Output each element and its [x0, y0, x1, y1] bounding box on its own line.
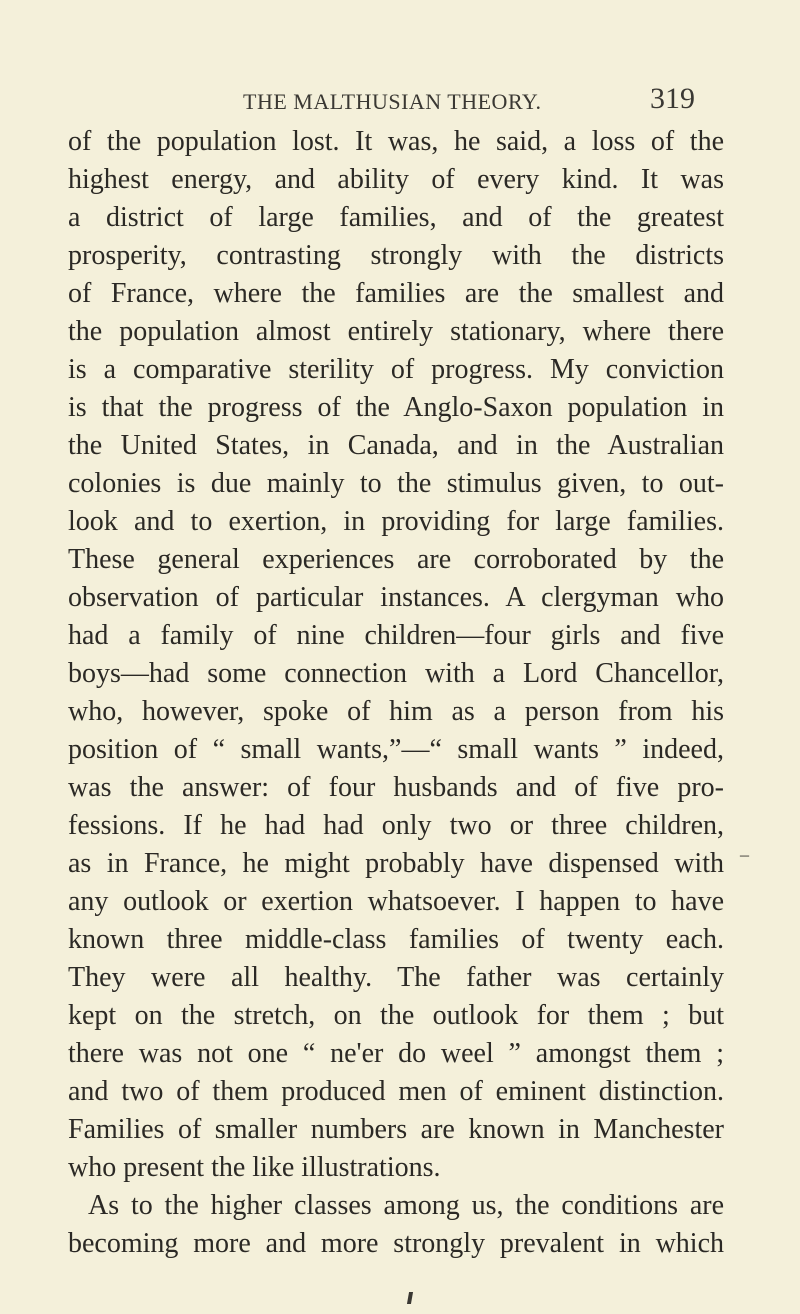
text-line: Families of smaller numbers are known in Manchester [68, 1114, 724, 1145]
text-line: They were all healthy. The father was certainly [68, 962, 724, 993]
text-line: known three middle-class families of twenty each. [68, 924, 724, 955]
text-line: is a comparative sterility of progress. My conviction [68, 354, 724, 385]
text-line: position of “ small wants,”—“ small wants ” indeed, [68, 734, 724, 765]
text-line: of France, where the families are the smallest and [68, 278, 724, 309]
text-line: was the answer: of four husbands and of five pro- [68, 772, 724, 803]
text-line: of the population lost. It was, he said, a loss of the [68, 126, 724, 157]
text-line: the population almost entirely stationary, where there [68, 316, 724, 347]
text-line: kept on the stretch, on the outlook for them ; but [68, 1000, 724, 1031]
text-line: had a family of nine children—four girls and five [68, 620, 724, 651]
text-line: fessions. If he had had only two or three children, [68, 810, 724, 841]
text-line: observation of particular instances. A clergyman who [68, 582, 724, 613]
text-line: there was not one “ ne'er do weel ” amongst them ; [68, 1038, 724, 1069]
paragraph-start-line: As to the higher classes among us, the conditions are [88, 1190, 724, 1221]
text-line: is that the progress of the Anglo-Saxon population in [68, 392, 724, 423]
text-line: the United States, in Canada, and in the Australian [68, 430, 724, 461]
text-line: any outlook or exertion whatsoever. I happen to have [68, 886, 724, 917]
text-line: look and to exertion, in providing for large families. [68, 506, 724, 537]
text-line: highest energy, and ability of every kind. It was [68, 164, 724, 195]
text-line: becoming more and more strongly prevalent in which [68, 1228, 724, 1259]
text-line: a district of large families, and of the greatest [68, 202, 724, 233]
running-head: THE MALTHUSIAN THEORY. [243, 89, 542, 114]
text-line: and two of them produced men of eminent distinction. [68, 1076, 724, 1107]
text-line: who, however, spoke of him as a person from his [68, 696, 724, 727]
text-line: as in France, he might probably have dispensed with [68, 848, 724, 879]
text-line: boys—had some connection with a Lord Chancellor, [68, 658, 724, 689]
margin-mark: _ [740, 838, 749, 858]
page-number: 319 [650, 82, 695, 115]
text-line: These general experiences are corroborated by the [68, 544, 724, 575]
text-line: colonies is due mainly to the stimulus given, to out- [68, 468, 724, 499]
paragraph-end-line: who present the like illustrations. [68, 1152, 441, 1183]
text-line: prosperity, contrasting strongly with the districts [68, 240, 724, 271]
